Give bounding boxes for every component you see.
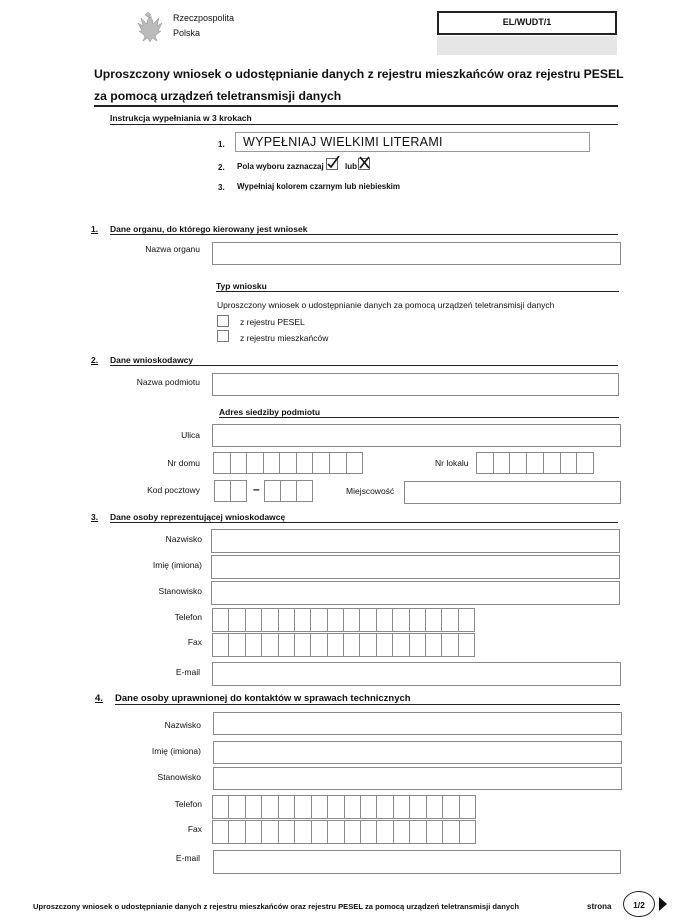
section2-title: Dane wnioskodawcy (110, 355, 194, 365)
rep-position-field[interactable] (211, 581, 620, 605)
rep-names-label: Imię (imiona) (152, 560, 202, 570)
step1-text: WYPEŁNIAJ WIELKIMI LITERAMI (243, 135, 443, 149)
rep-phone-label: Telefon (174, 612, 202, 622)
instructions-underline (110, 124, 618, 125)
step3-text: Wypełniaj kolorem czarnym lub niebieskim (237, 182, 401, 191)
tech-email-field[interactable] (213, 850, 621, 874)
street-label: Ulica (181, 430, 200, 440)
form-code: EL/WUDT/1 (502, 17, 552, 27)
organ-name-field[interactable] (212, 242, 621, 265)
section3-underline (110, 522, 618, 523)
checkmark-icon (326, 156, 340, 170)
apartment-number-field[interactable] (476, 452, 594, 474)
house-number-field[interactable] (213, 452, 363, 474)
step3-number: 3. (218, 183, 225, 192)
residents-register-label: z rejestru mieszkańców (240, 333, 329, 343)
next-page-arrow-icon[interactable] (659, 897, 667, 911)
section3-number: 3. (91, 512, 99, 522)
section3-title: Dane osoby reprezentującej wnioskodawcę (110, 512, 286, 522)
section1-underline (110, 234, 618, 235)
rep-email-label: E-mail (175, 667, 200, 677)
rep-surname-field[interactable] (211, 529, 620, 553)
house-number-label: Nr domu (167, 458, 200, 468)
city-label: Miejscowość (346, 486, 395, 496)
rep-position-label: Stanowisko (158, 586, 202, 596)
postal-code-label: Kod pocztowy (147, 485, 200, 495)
cross-mark-icon (358, 156, 372, 170)
pesel-register-checkbox[interactable] (217, 315, 229, 327)
request-type-underline (216, 291, 619, 292)
emblem-icon (131, 10, 165, 46)
address-heading: Adres siedziby podmiotu (219, 407, 321, 417)
postal-code-part2-field[interactable] (264, 480, 313, 502)
tech-position-field[interactable] (213, 767, 622, 790)
form-title-line1: Uproszczony wniosek o udostępnianie danych z rejestru mieszkańców oraz rejestru PESEL (94, 67, 624, 81)
section2-underline (110, 365, 618, 366)
country-name-line1: Rzeczpospolita (173, 13, 235, 23)
step2-text: Pola wyboru zaznaczaj (237, 162, 324, 171)
tech-phone-label: Telefon (174, 799, 202, 809)
form-title-line2: za pomocą urządzeń teletransmisji danych (94, 89, 342, 103)
section4-number: 4. (95, 693, 103, 704)
section4-title: Dane osoby uprawnionej do kontaktów w sprawach technicznych (115, 693, 411, 704)
postal-code-part1-field[interactable] (214, 480, 247, 502)
form-code-shaded-area (437, 36, 617, 55)
entity-name-label: Nazwa podmiotu (136, 377, 200, 387)
rep-surname-label: Nazwisko (165, 534, 202, 544)
entity-name-field[interactable] (212, 373, 619, 396)
rep-fax-field[interactable] (212, 633, 475, 657)
page-label: strona (587, 902, 612, 911)
tech-email-label: E-mail (175, 853, 200, 863)
city-field[interactable] (404, 481, 621, 504)
page-number: 1/2 (633, 900, 645, 910)
country-name-line2: Polska (173, 28, 201, 38)
footer-text: Uproszczony wniosek o udostępnianie danych z rejestru mieszkańców oraz rejestru PESEL za pomocą urządzeń teletransmisji danych (33, 902, 519, 911)
tech-names-field[interactable] (213, 741, 622, 764)
section1-title: Dane organu, do którego kierowany jest wniosek (110, 224, 308, 234)
tech-phone-field[interactable] (212, 795, 476, 819)
section1-number: 1. (91, 224, 99, 234)
rep-phone-field[interactable] (212, 608, 475, 632)
tech-surname-field[interactable] (213, 712, 622, 735)
section4-underline (115, 704, 620, 705)
step1-number: 1. (218, 140, 225, 149)
tech-surname-label: Nazwisko (164, 720, 201, 730)
residents-register-checkbox[interactable] (217, 330, 229, 342)
pesel-register-label: z rejestru PESEL (240, 317, 305, 327)
section2-number: 2. (91, 355, 99, 365)
step2-or: lub (345, 162, 357, 171)
postal-code-dash: – (253, 482, 260, 496)
tech-names-label: Imię (imiona) (151, 746, 201, 756)
address-underline (219, 417, 619, 418)
request-type-heading: Typ wniosku (216, 281, 267, 291)
tech-fax-label: Fax (187, 824, 202, 834)
tech-fax-field[interactable] (212, 820, 476, 844)
rep-fax-label: Fax (187, 637, 202, 647)
step2-number: 2. (218, 163, 225, 172)
rep-email-field[interactable] (212, 662, 621, 686)
apartment-number-label: Nr lokalu (435, 458, 469, 468)
request-type-description: Uproszczony wniosek o udostępnianie danych za pomocą urządzeń teletransmisji danych (217, 300, 555, 310)
street-field[interactable] (212, 424, 621, 447)
organ-name-label: Nazwa organu (145, 244, 200, 254)
tech-position-label: Stanowisko (157, 772, 201, 782)
rep-names-field[interactable] (211, 555, 620, 579)
instructions-heading: Instrukcja wypełniania w 3 krokach (110, 113, 252, 123)
title-underline (94, 105, 618, 107)
